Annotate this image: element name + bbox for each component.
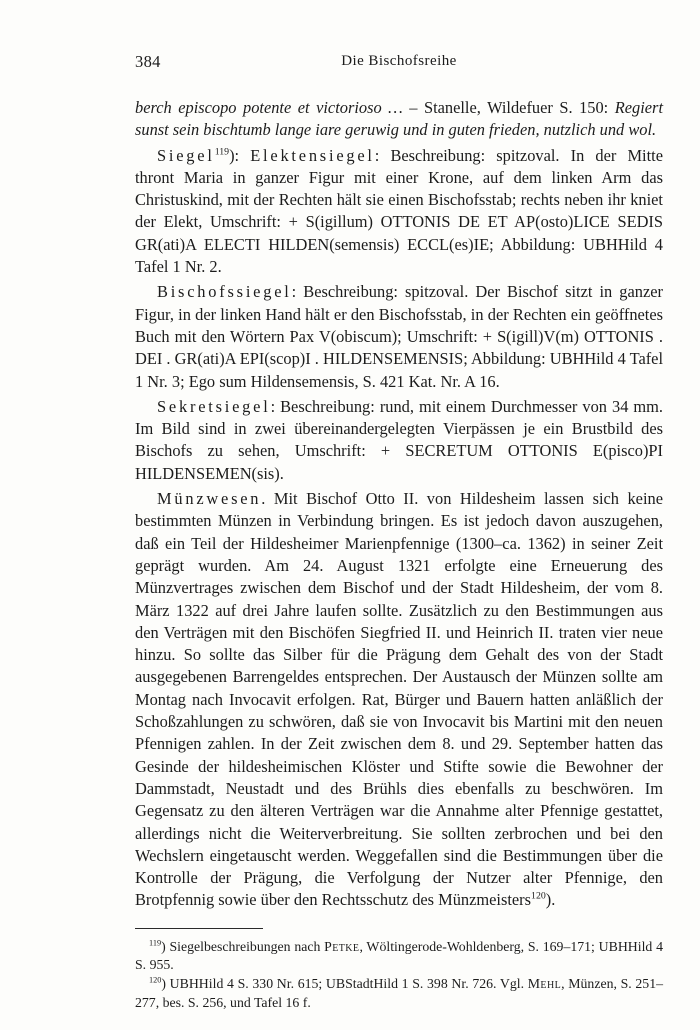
- text-segment: , Wöltingerode-Wohldenberg, S. 169–171; UBHHild 4 S. 955.: [135, 938, 663, 973]
- text-segment: Regiert sunst sein bischtumb lange iare geruwig und in guten frieden, nutzlich und wol.: [135, 98, 663, 140]
- running-title: Die Bischofsreihe: [341, 53, 457, 69]
- text-segment: ):: [229, 145, 251, 165]
- text-segment: : Beschreibung: spitzoval. In der Mitte thront Maria in ganzer Figur mit einer Krone, auf dem linken Arm das Christuskind, mit der Rechten hält sie einen Bischofsstab; rechts neben ihr kniet der Elekt, Umschrift: + S(igillum) OTTONIS DE ET AP(osto)LICE SEDIS GR(ati)A ELECTI HILDEN(semensis) ECCL(es)IE; Abbildung: UBHHild 4 Tafel 1 Nr. 2.: [135, 145, 663, 277]
- footnote: [135, 975, 663, 1013]
- footnote: [135, 938, 663, 976]
- text-segment: Siegel: [157, 145, 215, 165]
- paragraph: [135, 97, 663, 142]
- text-segment: . Mit Bischof Otto II. von Hildesheim lassen sich keine bestimmten Münzen in Verbindung bringen. Es ist jedoch davon auszugehen, daß ein Teil der Hildesheimer Marienpfennige (1300–ca. 1362) in seiner Zeit geprägt wurden. Am 24. August 1321 erfolgte eine Erneuerung des Münzvertrages zwischen dem Bischof und der Stadt Hildesheim, der vom 8. März 1322 auf drei Jahre laufen sollte. Zusätzlich zu den Bestimmungen aus den Verträgen mit den Bischöfen Siegfried II. und Heinrich II. traten vier neue hinzu. So sollte das Silber für die Prägung dem Gehalt des von der Stadt ausgegebenen Barrengeldes entsprechen. Der Austausch der Münzen sollte am Montag nach Invocavit erfolgen. Rat, Bürger und Bauern hatten anläßlich der Schoßzahlungen zu schwören, daß sie von Invocavit bis Martini mit den neuen Pfennigen zahlen. In der Zeit zwischen dem 8. und 29. September hatten das Gesinde der hildesheimischen Klöster und Stifte sowie die Bewohner der Dammstadt, Neustadt und des Brühls dies ebenfalls zu beschwören. Im Gegensatz zu den älteren Verträgen war die Annahme alter Pfennige gestattet, allerdings nicht die Weiterverbreitung. Sie sollten zerbrochen und bei den Wechslern eingetauscht werden. Weggefallen sind die Bestimmungen über die Kontrolle der Prägung, die Verfolgung der Nutzer alter Pfennige, den Brotpfennig sowie über den Rechtsschutz des Münzmeisters: [135, 489, 663, 910]
- footnote-marker: 120: [149, 975, 162, 985]
- running-head: [135, 52, 663, 74]
- text-segment: – Stanelle, Wildefuer S. 150:: [409, 98, 615, 117]
- footnote-block: [135, 928, 663, 1013]
- text-segment: ).: [545, 890, 556, 910]
- footnote-marker: 119: [149, 938, 162, 948]
- paragraph: [135, 396, 663, 485]
- text-segment: ) UBHHild 4 S. 330 Nr. 615; UBStadtHild 1 S. 398 Nr. 726. Vgl.: [161, 976, 528, 992]
- text-segment: ) Siegelbeschreibungen nach: [161, 938, 325, 954]
- text-segment: , Münzen, S. 251–277, bes. S. 256, und Tafel 16 f.: [135, 976, 663, 1011]
- text-segment: Sekretsiegel: [157, 396, 271, 416]
- text-segment: Münzwesen: [157, 489, 262, 509]
- body-text: [135, 97, 663, 912]
- footnote-rule: [135, 928, 263, 929]
- text-segment: Elektensiegel: [250, 145, 375, 165]
- paragraph: [135, 145, 663, 279]
- paragraph: [135, 488, 663, 912]
- footnotes: [135, 938, 663, 1013]
- footnote-marker: 119: [214, 146, 230, 158]
- text-segment: berch episcopo potente et victorioso …: [135, 98, 410, 117]
- text-segment: Bischofssiegel: [157, 282, 292, 302]
- paragraph: [135, 281, 663, 392]
- page-number: 384: [135, 52, 161, 71]
- text-segment: Mehl: [527, 976, 562, 992]
- text-segment: : Beschreibung: spitzoval. Der Bischof sitzt in ganzer Figur, in der linken Hand hält er den Bischofsstab, in der Rechten ein geöffnetes Buch mit den Wörtern Pax V(obiscum); Umschrift: + S(igill)V(m) OTTONIS . DEI . GR(ati)A EPI(scop)I . HILDENSEMENSIS; Abbildung: UBHHild 4 Tafel 1 Nr. 3; Ego sum Hildensemensis, S. 421 Kat. Nr. A 16.: [135, 282, 664, 391]
- text-segment: Petke: [324, 938, 360, 954]
- text-segment: : Beschreibung: rund, mit einem Durchmesser von 34 mm. Im Bild sind in zwei übereinandergelegten Vierpässen je ein Brustbild des Bischofs zu sehen, Umschrift: + SECRETUM OTTONIS E(pisco)PI HILDENSEMEN(sis).: [135, 396, 663, 483]
- footnote-marker: 120: [531, 890, 546, 902]
